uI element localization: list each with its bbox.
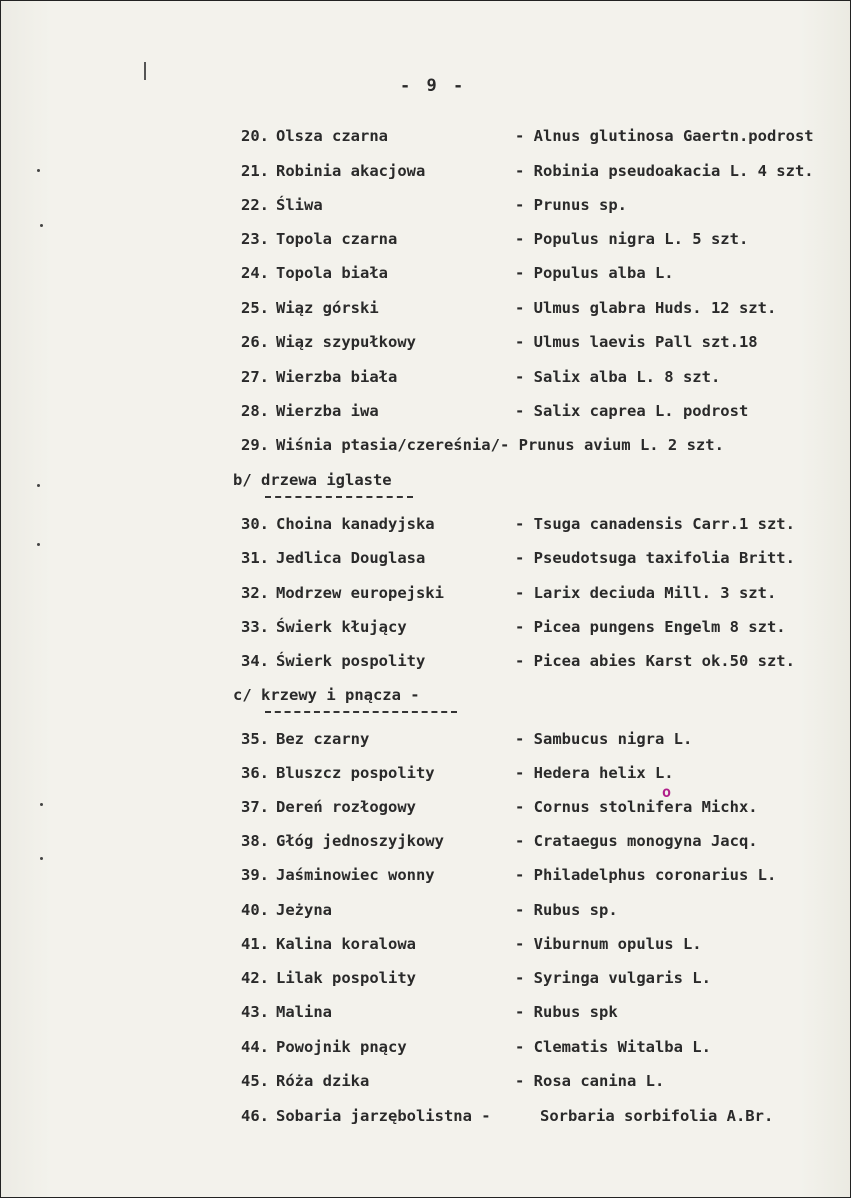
latin-name: - Rubus sp. xyxy=(515,901,618,919)
polish-name: Jaśminowiec wonny xyxy=(276,866,435,884)
list-item xyxy=(0,866,851,886)
item-number: 32. xyxy=(241,584,269,602)
polish-name: Wierzba iwa xyxy=(276,402,379,420)
list-item xyxy=(0,1038,851,1058)
heading-underline xyxy=(265,711,457,713)
latin-name: - Robinia pseudoakacia L. 4 szt. xyxy=(515,162,814,180)
list-item xyxy=(0,333,851,353)
item-number: 38. xyxy=(241,832,269,850)
polish-name: Robinia akacjowa xyxy=(276,162,426,180)
item-number: 35. xyxy=(241,730,269,748)
polish-name: Topola czarna xyxy=(276,230,398,248)
latin-name: - Hedera helix L. xyxy=(515,764,674,782)
latin-name: - Syringa vulgaris L. xyxy=(515,969,711,987)
item-number: 31. xyxy=(241,549,269,567)
list-item xyxy=(0,402,851,422)
margin-mark xyxy=(144,62,146,80)
item-number: 20. xyxy=(241,127,269,145)
handwritten-correction: o xyxy=(662,783,672,801)
item-number: 29. xyxy=(241,436,269,454)
polish-name: Topola biała xyxy=(276,264,388,282)
latin-name: - Sambucus nigra L. xyxy=(515,730,693,748)
polish-name: Głóg jednoszyjkowy xyxy=(276,832,444,850)
polish-name: Wiśnia ptasia/czereśnia/- Prunus avium L. 2 szt. xyxy=(276,436,724,454)
item-number: 21. xyxy=(241,162,269,180)
latin-name: - Pseudotsuga taxifolia Britt. xyxy=(515,549,795,567)
list-item xyxy=(0,368,851,388)
section-heading-shrubs: c/ krzewy i pnącza - xyxy=(233,686,420,704)
polish-name: Jeżyna xyxy=(276,901,332,919)
latin-name: - Alnus glutinosa Gaertn.podrost xyxy=(515,127,814,145)
polish-name: Powojnik pnący xyxy=(276,1038,407,1056)
latin-name: - Salix caprea L. podrost xyxy=(515,402,749,420)
item-number: 23. xyxy=(241,230,269,248)
latin-name: - Clematis Witalba L. xyxy=(515,1038,711,1056)
item-number: 27. xyxy=(241,368,269,386)
list-item xyxy=(0,549,851,569)
polish-name: Lilak pospolity xyxy=(276,969,416,987)
polish-name: Wiąz górski xyxy=(276,299,379,317)
latin-name: - Larix deciuda Mill. 3 szt. xyxy=(515,584,777,602)
section-heading-conifers: b/ drzewa iglaste xyxy=(233,471,392,489)
list-item xyxy=(0,1003,851,1023)
polish-name: Choina kanadyjska xyxy=(276,515,435,533)
punch-dot xyxy=(37,543,40,546)
page-number: - 9 - xyxy=(400,76,467,96)
latin-name: - Rosa canina L. xyxy=(515,1072,665,1090)
polish-name: Bez czarny xyxy=(276,730,370,748)
list-item xyxy=(0,935,851,955)
list-item xyxy=(0,230,851,250)
item-number: 41. xyxy=(241,935,269,953)
polish-name: Wierzba biała xyxy=(276,368,398,386)
list-item xyxy=(0,299,851,319)
item-number: 43. xyxy=(241,1003,269,1021)
list-item xyxy=(0,901,851,921)
item-number: 36. xyxy=(241,764,269,782)
list-item xyxy=(0,730,851,750)
item-number: 37. xyxy=(241,798,269,816)
item-number: 22. xyxy=(241,196,269,214)
list-item xyxy=(0,196,851,216)
item-number: 24. xyxy=(241,264,269,282)
latin-name: - Populus nigra L. 5 szt. xyxy=(515,230,749,248)
list-item xyxy=(0,1107,851,1127)
list-item xyxy=(0,652,851,672)
item-number: 28. xyxy=(241,402,269,420)
latin-name: - Tsuga canadensis Carr.1 szt. xyxy=(515,515,795,533)
latin-name: - Salix alba L. 8 szt. xyxy=(515,368,721,386)
item-number: 46. xyxy=(241,1107,269,1125)
item-number: 39. xyxy=(241,866,269,884)
list-item xyxy=(0,162,851,182)
punch-dot xyxy=(40,224,43,227)
list-item xyxy=(0,618,851,638)
polish-name: Bluszcz pospolity xyxy=(276,764,435,782)
polish-name: Sobaria jarzębolistna - xyxy=(276,1107,491,1125)
polish-name: Śliwa xyxy=(276,196,323,214)
latin-name: - Cornus stolnifera Michx. xyxy=(515,798,758,816)
list-item xyxy=(0,1072,851,1092)
item-number: 33. xyxy=(241,618,269,636)
polish-name: Świerk pospolity xyxy=(276,652,426,670)
latin-name: - Crataegus monogyna Jacq. xyxy=(515,832,758,850)
punch-dot xyxy=(37,484,40,487)
polish-name: Dereń rozłogowy xyxy=(276,798,416,816)
latin-name: - Viburnum opulus L. xyxy=(515,935,702,953)
heading-underline xyxy=(265,496,413,498)
item-number: 45. xyxy=(241,1072,269,1090)
polish-name: Jedlica Douglasa xyxy=(276,549,426,567)
latin-name: - Philadelphus coronarius L. xyxy=(515,866,777,884)
list-item xyxy=(0,436,851,456)
item-number: 42. xyxy=(241,969,269,987)
polish-name: Olsza czarna xyxy=(276,127,388,145)
latin-name: - Ulmus glabra Huds. 12 szt. xyxy=(515,299,777,317)
list-item xyxy=(0,832,851,852)
item-number: 25. xyxy=(241,299,269,317)
polish-name: Świerk kłujący xyxy=(276,618,407,636)
punch-dot xyxy=(40,857,43,860)
list-item xyxy=(0,127,851,147)
polish-name: Wiąz szypułkowy xyxy=(276,333,416,351)
latin-name: - Populus alba L. xyxy=(515,264,674,282)
polish-name: Malina xyxy=(276,1003,332,1021)
polish-name: Kalina koralowa xyxy=(276,935,416,953)
list-item xyxy=(0,515,851,535)
list-item xyxy=(0,969,851,989)
item-number: 44. xyxy=(241,1038,269,1056)
latin-name: - Ulmus laevis Pall szt.18 xyxy=(515,333,758,351)
list-item xyxy=(0,764,851,784)
latin-name: - Rubus spk xyxy=(515,1003,618,1021)
list-item xyxy=(0,584,851,604)
item-number: 30. xyxy=(241,515,269,533)
latin-name: - Picea abies Karst ok.50 szt. xyxy=(515,652,795,670)
item-number: 40. xyxy=(241,901,269,919)
list-item xyxy=(0,264,851,284)
item-number: 26. xyxy=(241,333,269,351)
latin-name: Sorbaria sorbifolia A.Br. xyxy=(540,1107,774,1125)
polish-name: Róża dzika xyxy=(276,1072,370,1090)
latin-name: - Picea pungens Engelm 8 szt. xyxy=(515,618,786,636)
polish-name: Modrzew europejski xyxy=(276,584,444,602)
list-item xyxy=(0,798,851,818)
latin-name: - Prunus sp. xyxy=(515,196,627,214)
item-number: 34. xyxy=(241,652,269,670)
